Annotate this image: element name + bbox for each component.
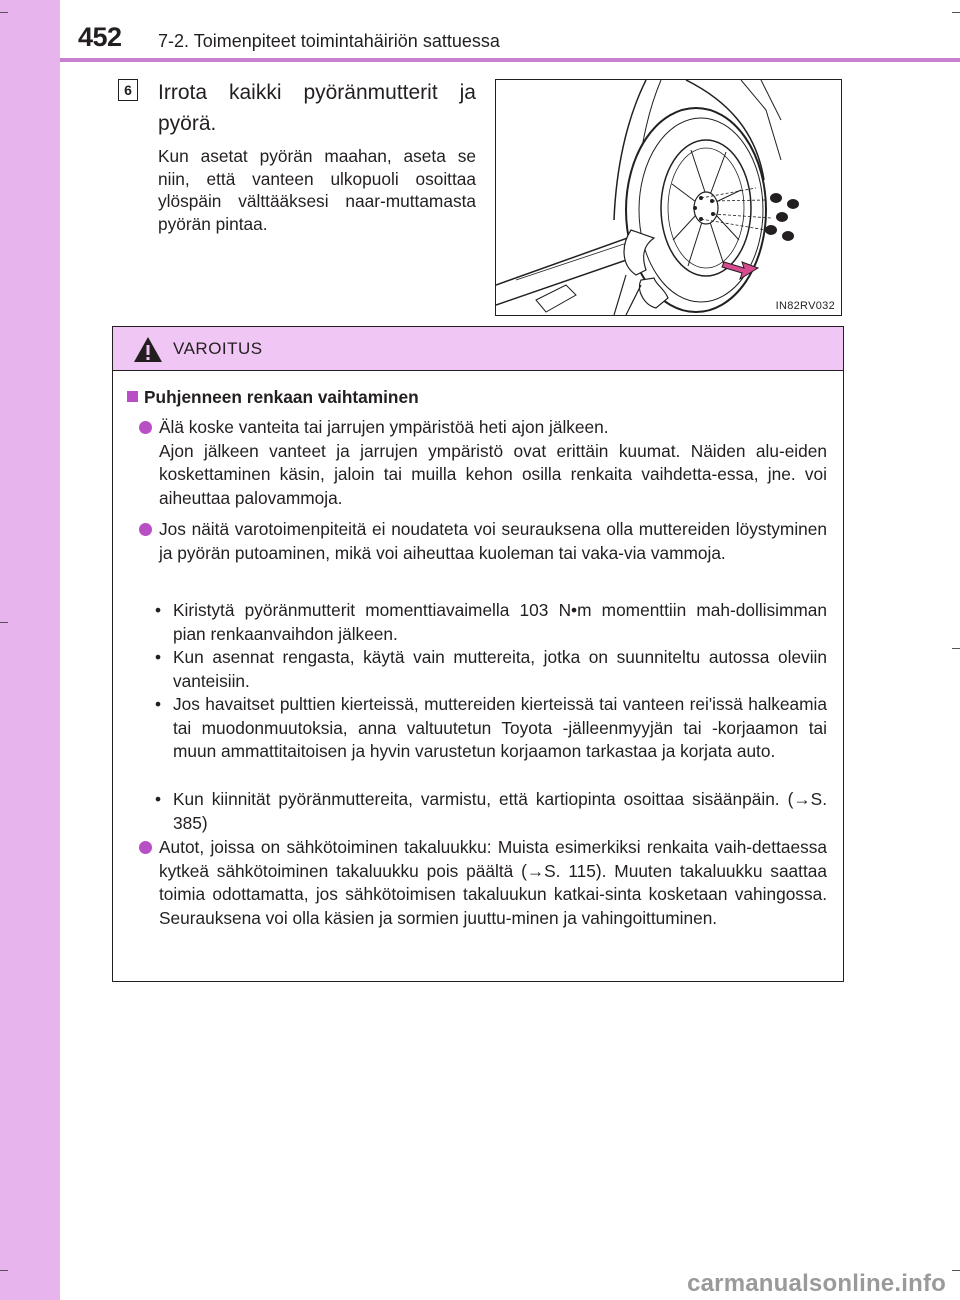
step-number: 6: [118, 79, 138, 101]
warning-title: VAROITUS: [173, 339, 263, 358]
watermark: carmanualsonline.info: [687, 1270, 946, 1297]
round-bullet-icon: [139, 523, 152, 536]
crop-mark: [952, 12, 960, 13]
square-bullet-icon: [127, 391, 138, 402]
wheel-removal-illustration: [496, 80, 841, 315]
subitem-text: Kun asennat rengasta, käytä vain muttereita, jotka on suunniteltu autossa oleviin vanteisiin.: [173, 647, 827, 691]
subitem-text: Kiristytä pyöränmutterit momenttiavaimella 103 N•m momenttiin mah-dollisimman pian renkaanvaihdon jälkeen.: [173, 600, 827, 644]
crop-mark: [0, 622, 8, 623]
header-rule: [60, 58, 960, 62]
subitem-text: Kun kiinnität pyöränmuttereita, varmistu, että kartiopinta osoittaa sisäänpäin. (→S. 385): [173, 789, 827, 833]
warning-subitem: • Kun kiinnität pyöränmuttereita, varmistu, että kartiopinta osoittaa sisäänpäin. (→S. 385): [155, 788, 827, 835]
warning-subitem: • Kun asennat rengasta, käytä vain muttereita, jotka on suunniteltu autossa oleviin vanteisiin.: [155, 646, 827, 693]
bullet-text: Älä koske vanteita tai jarrujen ympäristöä heti ajon jälkeen.: [159, 417, 609, 437]
warning-bullet: [139, 518, 827, 565]
round-bullet-icon: [139, 421, 152, 434]
step-description: Kun asetat pyörän maahan, aseta se niin, että vanteen ulkopuoli osoittaa ylöspäin välttääksesi naar-muttamasta pyörän pintaa.: [158, 146, 476, 234]
round-bullet-icon: [139, 841, 152, 854]
step-title: Irrota kaikki pyöränmutterit ja pyörä.: [158, 81, 476, 135]
warning-bullet: [139, 836, 827, 930]
bullet-text: Autot, joissa on sähkötoiminen takaluukku: Muista esimerkiksi renkaita vaih-dettaessa kytkeä sähkötoiminen takaluukku pois päältä (→S. 115). Muuten takaluukku saattaa toimia odottamatta, jos sähkötoimisen takaluukun katkai-sinta kosketaan vahingossa. Seurauksena voi olla käsien ja sormien juuttu-minen ja vahingoittuminen.: [159, 837, 827, 928]
warning-triangle-icon: [133, 336, 163, 363]
warning-subitem: • Kiristytä pyöränmutterit momenttiavaimella 103 N•m momenttiin mah-dollisimman pian renkaanvaihdon jälkeen.: [155, 599, 827, 646]
bullet-text: Ajon jälkeen vanteet ja jarrujen ympäristö ovat erittäin kuumat. Näiden alu-eiden koskettaminen käsin, jaloin tai muilla kehon osilla renkaita vaihdetta-essa, jne. voi aiheuttaa palovammoja.: [159, 440, 827, 508]
page-number: 452: [78, 22, 122, 52]
wheel-removal-figure: [495, 79, 842, 316]
side-tab-strip: [0, 0, 60, 1300]
crop-mark: [952, 648, 960, 649]
warning-subitem: • Jos havaitset pulttien kierteissä, muttereiden kierteissä tai vanteen rei'issä halkeamia tai muodonmuutoksia, anna valtuutetun Toyota -jälleenmyyjän tai -korjaamon tai muun ammattitaitoisen ja hyvin varustetun korjaamon tarkastaa ja korjata auto.: [155, 693, 827, 764]
crop-mark: [952, 1270, 960, 1271]
warning-header: [113, 327, 843, 371]
warning-bullet: [139, 416, 827, 510]
figure-code: IN82RV032: [775, 300, 835, 312]
section-title: 7-2. Toimenpiteet toimintahäiriön sattuessa: [158, 31, 500, 51]
crop-mark: [0, 1270, 8, 1271]
warning-box: [112, 326, 844, 982]
warning-subheading: Puhjenneen renkaan vaihtaminen: [127, 387, 419, 408]
bullet-text: Jos näitä varotoimenpiteitä ei noudateta voi seurauksena olla muttereiden löystyminen ja pyörän putoaminen, mikä voi aiheuttaa kuoleman tai vaka-via vammoja.: [159, 519, 827, 563]
subitem-text: Jos havaitset pulttien kierteissä, muttereiden kierteissä tai vanteen rei'issä halkeamia tai muodonmuutoksia, anna valtuutetun Toyota -jälleenmyyjän tai -korjaamon tai muun ammattitaitoisen ja hyvin varustetun korjaamon tarkastaa ja korjata auto.: [173, 694, 827, 761]
crop-mark: [0, 12, 8, 13]
